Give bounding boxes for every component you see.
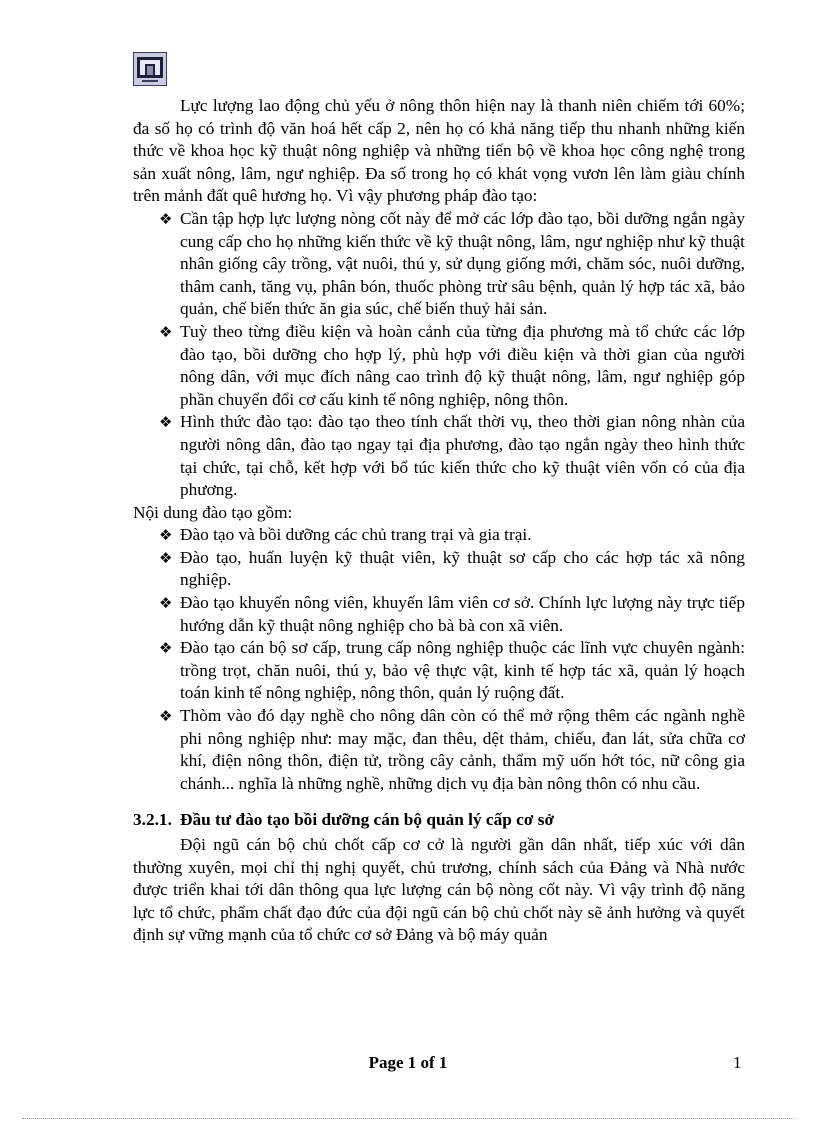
section-heading (133, 809, 745, 832)
section-title: Đầu tư đào tạo bồi dưỡng cán bộ quản lý cấp cơ sở (180, 810, 555, 830)
diamond-bullet-icon: ❖ (159, 639, 173, 658)
diamond-bullet-icon: ❖ (159, 413, 173, 432)
list-item: ❖ Đào tạo và bồi dưỡng các chủ trang trại và gia trại. (133, 524, 745, 547)
book-logo-icon (133, 52, 167, 86)
list-item: ❖ Tuỳ theo từng điều kiện và hoàn cảnh của từng địa phương mà tổ chức các lớp đào tạo, bồi dưỡng cho hợp lý, phù hợp với điều kiện và thời gian của người nông dân, với mục đích nâng cao trình độ kỹ thuật nông, lâm, ngư nghiệp góp phần chuyển đổi cơ cấu kinh tế nông nghiệp, nông thôn. (159, 321, 745, 409)
list-item: ❖ Cần tập hợp lực lượng nòng cốt này để mở các lớp đào tạo, bồi dưỡng ngắn ngày cung cấp cho họ những kiến thức về kỹ thuật nông, lâm, ngư nghiệp như kỹ thuật nhân giống cây trồng, vật nuôi, thú y, sử dụng giống mới, chăm sóc, nuôi dưỡng, thâm canh, tăng vụ, phân bón, thuốc phòng trừ sâu bệnh, quản lý hợp tác xã, bảo quản, chế biến thức ăn gia súc, chế biến thuỷ hải sản. (159, 208, 745, 319)
list-item: ❖ Đào tạo cán bộ sơ cấp, trung cấp nông nghiệp thuộc các lĩnh vực chuyên ngành: trồng trọt, chăn nuôi, thú y, bảo vệ thực vật, kinh tế hợp tác xã, quản lý hoạch toán kinh tế nông nghiệp, nông thôn, quản lý ruộng đất. (159, 638, 745, 703)
method-bullet-list (133, 208, 745, 502)
intro-paragraph: Lực lượng lao động chủ yếu ở nông thôn hiện nay là thanh niên chiếm tới 60%; đa số họ có trình độ văn hoá hết cấp 2, nên họ có khả năng tiếp thu nhanh những kiến thức về khoa học kỹ thuật nông nghiệp và những tiến bộ về khoa học công nghệ trong sản xuất nông, lâm, ngư nghiệp. Đa số trong họ có khát vọng vươn lên làm giàu chính trên mảnh đất quê hương họ. Vì vậy phương pháp đào tạo: (133, 96, 745, 206)
diamond-bullet-icon: ❖ (159, 526, 173, 545)
section-body-paragraph: Đội ngũ cán bộ chủ chốt cấp cơ cở là người gần dân nhất, tiếp xúc với dân thường xuyên, mọi chỉ thị nghị quyết, chủ trương, chính sách của Đảng và Nhà nước được triển khai tới dân thông qua lực lượng cán bộ nòng cốt này. Vì vậy trình độ năng lực tổ chức, phẩm chất đạo đức của đội ngũ cán bộ chủ chốt này sẽ ảnh hưởng và quyết định sự vững mạnh của tổ chức cơ sở Đảng và bộ máy quản (133, 835, 745, 945)
diamond-bullet-icon: ❖ (159, 594, 173, 613)
section-number: 3.2.1. (133, 810, 172, 830)
diamond-bullet-icon: ❖ (159, 707, 173, 726)
list-item: ❖ Thòm vào đó dạy nghề cho nông dân còn có thể mở rộng thêm các ngành nghề phi nông nghiệp như: may mặc, đan thêu, dệt thảm, chiếu, đan lát, sửa chữa cơ khí, điện nông thôn, điện tử, trồng cây cảnh, thẩm mỹ uốn hớt tóc, nữ công gia chánh... nghĩa là những nghề, những dịch vụ địa bàn nông thôn có nhu cầu. (159, 706, 745, 793)
list-item: ❖ Hình thức đào tạo: đào tạo theo tính chất thời vụ, theo thời gian nông nhàn của người nông dân, đào tạo ngay tại địa phương, đào tạo ngắn ngày theo hình thức tại chức, tại chỗ, kết hợp với bổ túc kiến thức cho kỹ thuật viên vốn có của địa phương. (159, 412, 745, 500)
content-bullet-list (133, 524, 745, 795)
diamond-bullet-icon: ❖ (159, 548, 173, 567)
diamond-bullet-icon: ❖ (159, 322, 173, 341)
content-intro: Nội dung đào tạo gồm: (133, 502, 293, 522)
document-body (133, 95, 745, 947)
page-number: 1 (733, 1053, 742, 1072)
page-divider (22, 1118, 794, 1119)
list-item: ❖ Đào tạo khuyến nông viên, khuyến lâm viên cơ sở. Chính lực lượng này trực tiếp hướng dẫn kỹ thuật nông nghiệp cho bà bà con xã viên. (159, 593, 745, 635)
diamond-bullet-icon: ❖ (159, 209, 173, 228)
list-item: ❖ Đào tạo, huấn luyện kỹ thuật viên, kỹ thuật sơ cấp cho các hợp tác xã nông nghiệp. (159, 547, 745, 590)
page-label: Page 1 of 1 (368, 1053, 448, 1072)
